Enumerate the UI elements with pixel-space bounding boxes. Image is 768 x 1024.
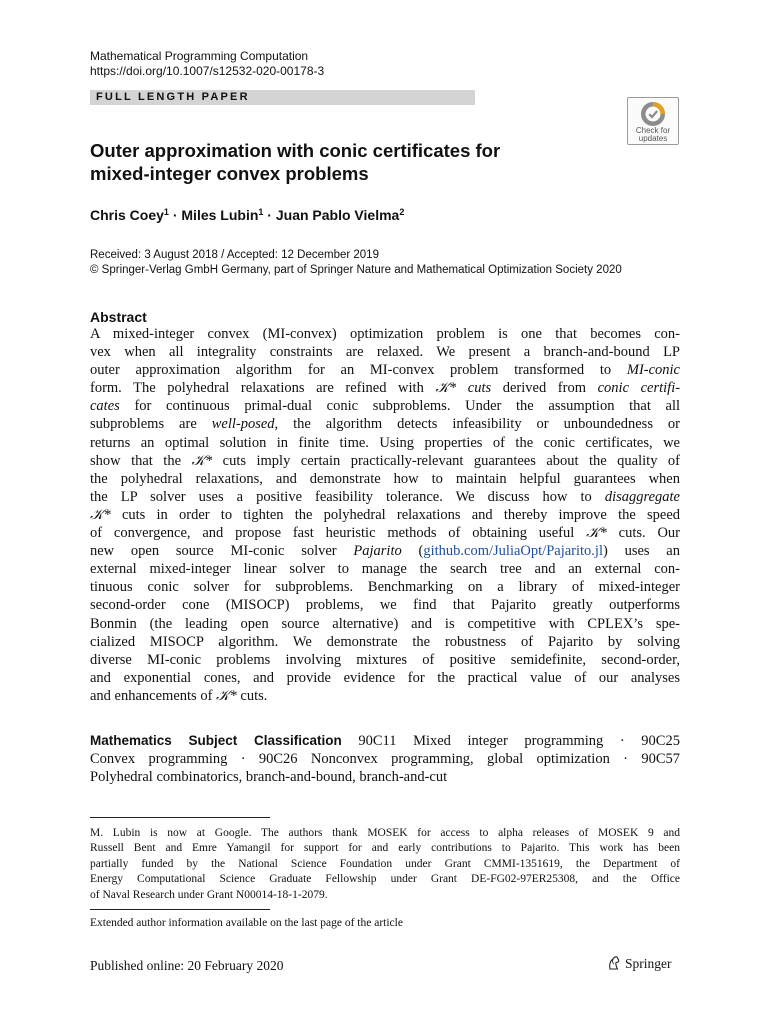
paper-type-banner — [90, 90, 475, 105]
abstract-line: and exponential cones, and provide evidence for the practical value of our analyses — [90, 669, 680, 686]
abstract-line: A mixed-integer convex (MI-convex) optimization problem is one that becomes con- — [90, 326, 680, 342]
author-name[interactable]: Miles Lubin — [181, 207, 259, 223]
paper-type-label: FULL LENGTH PAPER — [96, 91, 250, 103]
abstract-line: new open source MI-conic solver Pajarito (github.com/JuliaOpt/Pajarito.jl) uses an — [90, 543, 680, 560]
msc-line: Polyhedral combinatorics, branch-and-bound, branch-and-cut — [90, 769, 448, 786]
badge-line1: Check for — [635, 126, 671, 135]
author-affiliation: 2 — [399, 207, 405, 217]
abstract-line: the LP solver uses a positive feasibility tolerance. We discuss how to disaggregate — [90, 488, 680, 505]
abstract-line: vex when all integrality constraints are relaxed. We present a branch-and-bound LP — [90, 344, 680, 361]
badge-line2: updates — [638, 134, 668, 143]
abstract-line: and enhancements of 𝒦* cuts. — [90, 687, 268, 704]
author-name[interactable]: Chris Coey — [90, 207, 164, 223]
author-separator: · — [267, 207, 272, 223]
abstract-line: second-order cone (MISOCP) problems, we find that Pajarito greatly outperforms — [90, 597, 680, 614]
author-affiliation: 1 — [258, 207, 264, 217]
footnote-line: Energy Computational Science Graduate Fellowship under Grant DE-FG02-97ER25308, and the Office — [90, 873, 680, 886]
paper-title — [90, 139, 610, 185]
msc-heading: Mathematics Subject Classification — [90, 733, 342, 748]
received-accepted: Received: 3 August 2018 / Accepted: 12 December 2019 — [90, 249, 379, 261]
footnote-line: M. Lubin is now at Google. The authors thank MOSEK for access to alpha releases of MOSEK 9 and — [90, 827, 680, 839]
journal-header — [90, 49, 324, 79]
msc-section — [90, 732, 680, 786]
springer-horse-icon — [606, 955, 622, 971]
abstract-line: subproblems are well-posed, the algorithm detects infeasibility or unboundedness or — [90, 416, 680, 433]
footnote-line: partially funded by the National Science Foundation under Grant CMMI-1351619, the Department of — [90, 857, 680, 870]
check-for-updates-badge[interactable] — [627, 97, 679, 145]
abstract-line: tinuous conic solver for subproblems. Benchmarking on a library of mixed-integer — [90, 579, 680, 596]
title-line-1: Outer approximation with conic certificates for — [90, 140, 501, 161]
publication-dates — [90, 248, 622, 277]
abstract-heading: Abstract — [90, 309, 147, 325]
abstract-line: outer approximation algorithm for an MI-convex problem transformed to MI-conic — [90, 362, 680, 379]
msc-line: Mathematics Subject Classification 90C11 Mixed integer programming · 90C25 — [90, 733, 680, 749]
journal-name: Mathematical Programming Computation — [90, 49, 309, 63]
publisher-logo[interactable] — [606, 955, 672, 972]
abstract-line: cates for continuous primal-dual conic subproblems. Under the assumption that all — [90, 398, 681, 415]
author-list — [90, 207, 404, 223]
footnote — [90, 826, 680, 903]
abstract-line: returns an optimal solution in finite time. Using properties of the conic certificates, we — [90, 434, 680, 451]
publisher-name: Springer — [625, 956, 672, 971]
author-affiliation: 1 — [163, 207, 169, 217]
abstract-line: the polyhedral relaxations, and demonstrate how to maintain helpful guarantees when — [90, 470, 680, 487]
copyright-notice: © Springer-Verlag GmbH Germany, part of Springer Nature and Mathematical Optimization Society 2020 — [90, 263, 622, 276]
abstract-line: form. The polyhedral relaxations are refined with 𝒦* cuts derived from conic certifi- — [90, 380, 681, 397]
footnote-divider — [90, 817, 270, 818]
abstract-line: of convergence, and propose fast heuristic methods of obtaining useful 𝒦* cuts. Our — [90, 525, 680, 542]
msc-line: Convex programming · 90C26 Nonconvex programming, global optimization · 90C57 — [90, 751, 680, 768]
footnote-divider — [90, 909, 270, 910]
title-line-2: mixed-integer convex problems — [90, 163, 369, 184]
github-link[interactable]: github.com/JuliaOpt/Pajarito.jl — [423, 543, 603, 560]
abstract-line: cialized MISOCP algorithm. We demonstrate the robustness of Pajarito by solving — [90, 633, 680, 650]
check-for-updates-icon — [640, 101, 666, 127]
abstract-body — [90, 325, 680, 705]
abstract-line: show that the 𝒦* cuts imply certain practically-relevant guarantees about the quality of — [90, 452, 680, 469]
doi-link[interactable]: https://doi.org/10.1007/s12532-020-00178-3 — [90, 64, 325, 78]
abstract-line: Bonmin (the leading open source alternative) and is competitive with CPLEX’s spe- — [90, 615, 680, 632]
author-separator: · — [172, 207, 178, 223]
author-name[interactable]: Juan Pablo Vielma — [275, 207, 400, 223]
abstract-line: external mixed-integer linear solver to manage the search tree and an external con- — [90, 561, 680, 578]
footnote-line: Russell Bent and Emre Yamangil for support for and early contributions to Pajarito. This work has been — [90, 842, 680, 855]
footnote-line: of Naval Research under Grant N00014-18-1-2079. — [90, 888, 328, 901]
abstract-line: 𝒦* cuts in order to tighten the polyhedral relaxations and thereby improve the speed — [90, 506, 680, 523]
abstract-line: diverse MI-conic problems involving mixtures of positive semidefinite, second-order, — [90, 651, 680, 668]
published-date: Published online: 20 February 2020 — [90, 958, 284, 973]
extended-author-info: Extended author information available on the last page of the article — [90, 917, 403, 929]
